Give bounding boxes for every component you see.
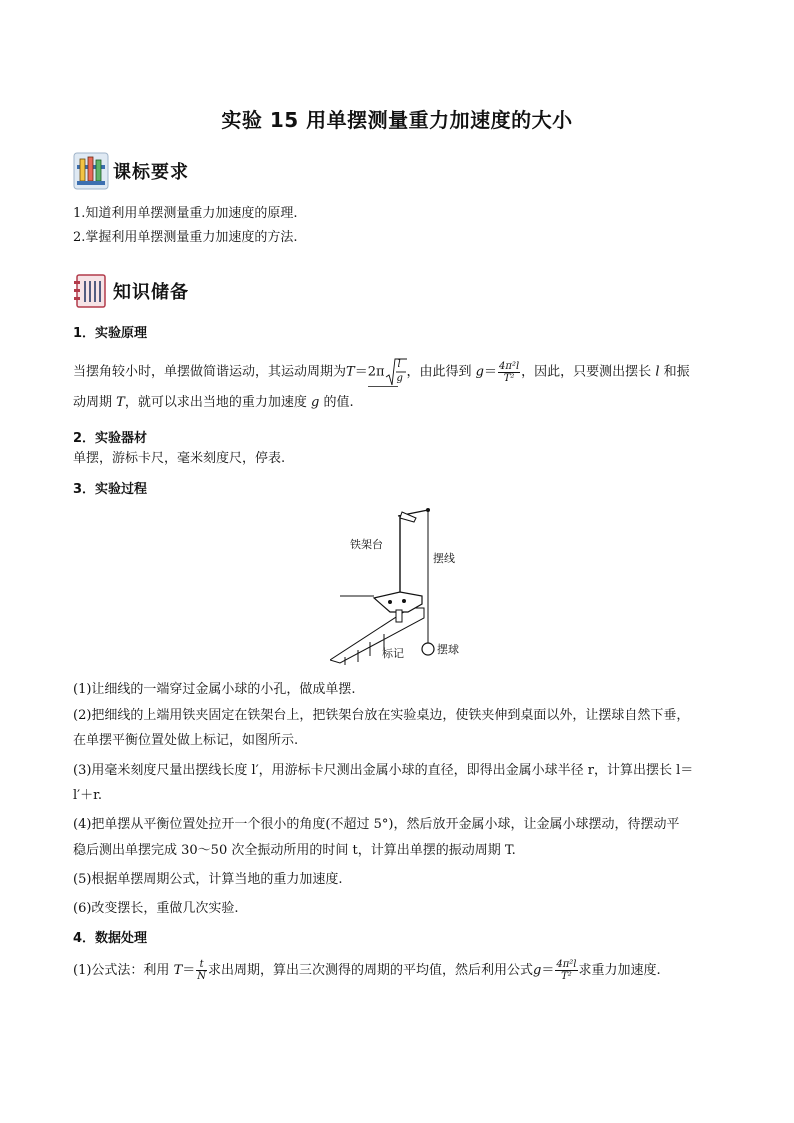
requirement-item: 2.掌握利用单摆测量重力加速度的方法. [73, 230, 298, 245]
var-l: l [397, 359, 401, 370]
requirement-item: 1.知道利用单摆测量重力加速度的原理. [73, 206, 298, 221]
numerator: t [196, 959, 207, 971]
subheading-process: 3．实验过程 [73, 482, 148, 497]
process-step: 在单摆平衡位置处做上标记，如图所示. [73, 733, 299, 748]
fraction [196, 959, 207, 982]
label-mark: 标记 [382, 647, 404, 660]
pendulum-figure [330, 500, 470, 665]
label-ball: 摆球 [437, 643, 459, 656]
process-step: (6)改变摆长，重做几次实验. [73, 901, 239, 916]
section-heading: 课标要求 [113, 162, 189, 183]
text: ＝ [182, 963, 196, 978]
process-step: (1)让细线的一端穿过金属小球的小孔，做成单摆. [73, 682, 356, 697]
text: 的值. [323, 395, 354, 410]
process-step: (4)把单摆从平衡位置处拉开一个很小的角度(不超过 5°)，然后放开金属小球，让金属小球摆动，待摆动平 [73, 817, 680, 832]
denominator: T² [561, 971, 572, 982]
var-T: T [116, 395, 125, 410]
subheading-equipment: 2．实验器材 [73, 431, 148, 446]
text: (1)公式法：利用 [73, 963, 170, 978]
equipment-text: 单摆，游标卡尺，毫米刻度尺，停表. [73, 451, 286, 466]
section-header-requirements [73, 151, 189, 191]
text: ＝2π [354, 364, 385, 380]
sqrt-fraction [385, 357, 407, 387]
text: ，因此，只要测出摆长 [521, 364, 652, 380]
numerator: 4π²l [556, 959, 577, 970]
text: 当摆角较小时，单摆做简谐运动，其运动周期为 [73, 364, 347, 380]
text: 求出周期，算出三次测得的周期的平均值，然后利用公式 [208, 963, 534, 978]
label-stand: 铁架台 [350, 538, 383, 551]
text: ＝ [541, 963, 555, 978]
mark [396, 610, 402, 622]
subheading-data: 4．数据处理 [73, 931, 148, 946]
process-step: (3)用毫米刻度尺量出摆线长度 l′，用游标卡尺测出金属小球的直径，即得出金属小球半径 r，计算出摆长 l＝ [73, 763, 694, 778]
text: ，就可以求出当地的重力加速度 [124, 395, 307, 410]
var-g: g [310, 395, 320, 410]
underline-rule [368, 385, 398, 388]
page-title: 实验 15 用单摆测量重力加速度的大小 [221, 108, 573, 132]
denominator: N [197, 971, 206, 982]
section-header-knowledge [73, 271, 189, 311]
numerator: 4π²l [499, 360, 520, 372]
var-g: g [475, 364, 484, 380]
text: ＝ [484, 364, 498, 380]
test-tubes-icon [73, 152, 109, 190]
label-string: 摆线 [433, 552, 455, 565]
table [330, 608, 424, 663]
data-line-1 [73, 959, 661, 983]
process-step: 稳后测出单摆完成 30～50 次全振动所用的时间 t，计算出单摆的振动周期 T. [73, 843, 516, 858]
fraction [498, 361, 520, 384]
denominator: T² [503, 372, 515, 384]
var-T: T [173, 963, 183, 978]
text: ，由此得到 [406, 364, 472, 380]
section-heading: 知识储备 [113, 282, 189, 303]
text: 和振 [663, 364, 690, 380]
notebook-icon [73, 272, 109, 310]
var-l: l [655, 364, 660, 380]
principle-line-2 [73, 395, 354, 411]
var-g: g [533, 963, 542, 978]
radical-sign [385, 357, 407, 387]
subheading-principle: 1．实验原理 [73, 326, 148, 341]
text: 求重力加速度. [578, 963, 661, 978]
var-g: g [396, 373, 403, 384]
process-step: (5)根据单摆周期公式，计算当地的重力加速度. [73, 872, 343, 887]
text: 动周期 [73, 395, 113, 410]
var-T: T [346, 364, 355, 380]
fraction [555, 959, 577, 982]
process-step: l′＋r. [73, 788, 103, 803]
pendulum-ball [422, 643, 434, 655]
principle-line-1 [73, 357, 690, 387]
process-step: (2)把细线的上端用铁夹固定在铁架台上，把铁架台放在实验桌边，使铁夹伸到桌面以外，让摆球自然下垂， [73, 708, 690, 723]
